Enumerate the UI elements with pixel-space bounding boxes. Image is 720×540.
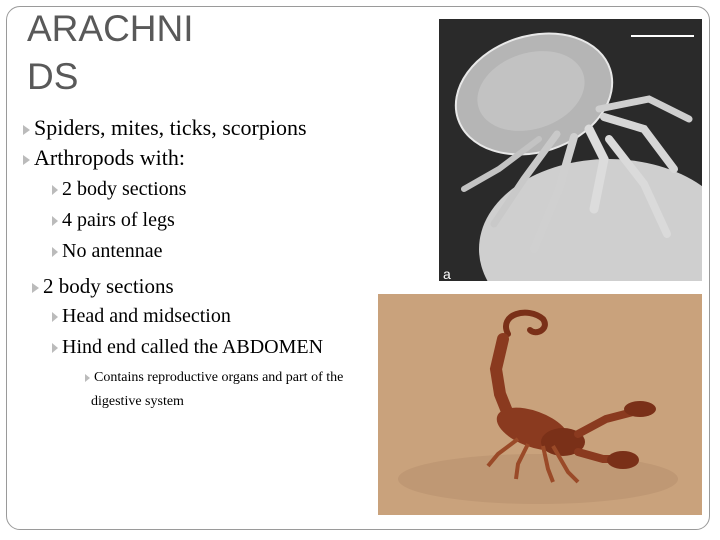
bullet-item (52, 173, 371, 206)
bullet-arrow-icon (23, 155, 30, 165)
bullet-arrow-icon (23, 125, 30, 135)
bullet-text: Spiders, mites, ticks, scorpions (34, 115, 307, 140)
bullet-text: Contains reproductive organs and part of the digestive system (91, 370, 344, 409)
bullet-arrow-icon (52, 185, 58, 195)
bullet-item (52, 300, 371, 333)
bullet-arrow-icon (52, 343, 58, 353)
bullet-arrow-icon (52, 216, 58, 226)
bullet-arrow-icon (32, 283, 39, 293)
bullet-item (52, 331, 371, 364)
bullet-text: 2 body sections (43, 274, 174, 298)
mite-corner-label: a (443, 266, 451, 281)
bullet-text: 4 pairs of legs (62, 209, 175, 231)
mite-illustration (439, 19, 702, 281)
bullet-text: 2 body sections (62, 178, 187, 200)
slide-frame (6, 6, 710, 530)
slide-title: ARACHNI DS (27, 8, 194, 97)
bullet-arrow-icon (52, 312, 58, 322)
bullet-item (23, 143, 371, 173)
bullet-arrow-icon (85, 374, 90, 382)
bullet-item (32, 271, 371, 301)
mite-sem-photo (439, 19, 702, 281)
bullet-list (21, 113, 371, 414)
bullet-text: Arthropods with: (34, 145, 185, 170)
bullet-item (52, 204, 371, 237)
bullet-item (23, 113, 371, 143)
bullet-arrow-icon (52, 247, 58, 257)
scorpion-photo (378, 294, 702, 515)
bullet-item (52, 235, 371, 268)
scorpion-illustration (378, 294, 702, 515)
bullet-item (85, 366, 381, 414)
bullet-text: No antennae (62, 240, 163, 262)
bullet-text: Head and midsection (62, 305, 231, 327)
bullet-text: Hind end called the ABDOMEN (62, 336, 324, 358)
